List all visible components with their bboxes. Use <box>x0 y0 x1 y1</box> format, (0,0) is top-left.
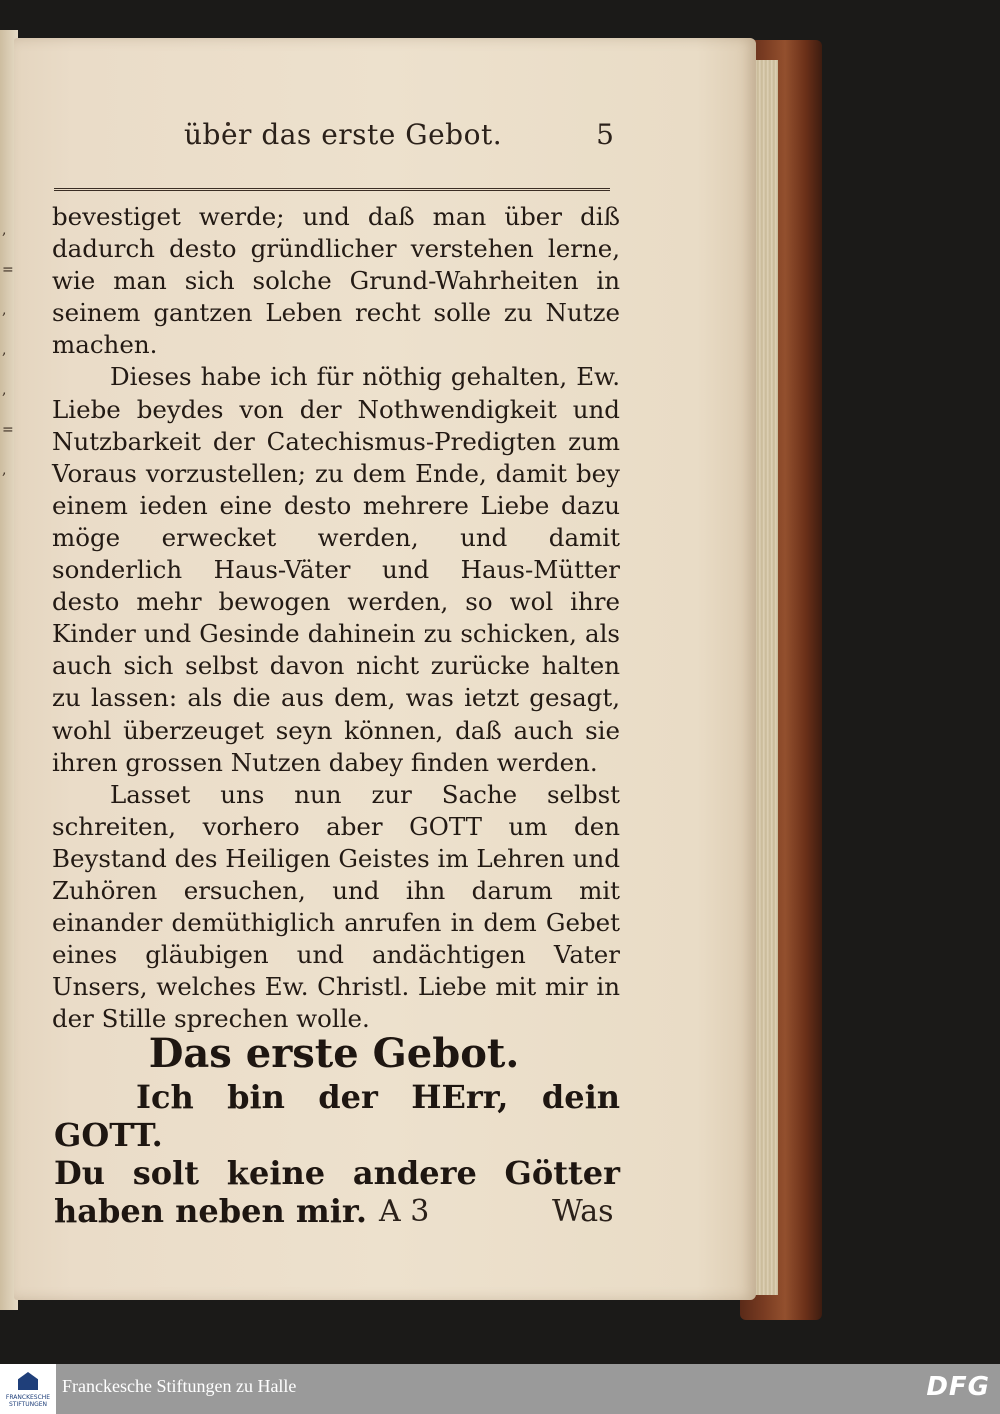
running-title: über das erste Gebot. <box>184 118 503 151</box>
page-header <box>54 118 614 158</box>
page-number: 5 <box>596 118 614 151</box>
signature-mark: A 3 <box>379 1194 430 1229</box>
commandment-text <box>54 1078 620 1230</box>
header-rule <box>54 188 610 191</box>
catchword: Was <box>552 1194 614 1229</box>
footer-bar <box>0 1364 1000 1414</box>
facing-page-marks: , = , , , = , <box>2 222 14 478</box>
body-text <box>52 201 620 1035</box>
commandment-line: Du solt keine andere Götter haben neben mir. <box>54 1154 620 1230</box>
dfg-logo[interactable]: DFG <box>926 1372 990 1402</box>
section-heading: Das erste Gebot. <box>148 1030 520 1077</box>
paragraph: bevestiget werde; und daß man über diß dadurch desto gründlicher verstehen lerne, wie man sich solche Grund-Wahrheiten in seinem gantzen Leben recht solle zu Nutze machen. <box>52 202 620 360</box>
paragraph: Lasset uns nun zur Sache selbst schreiten, vorhero aber GOTT um den Beystand des Heiligen Geistes im Lehren und Zuhören ersuchen, und ihn darum mit einander demüthiglich anrufen in dem Gebet eines gläubigen und andächtigen Vater Unsers, welches Ew. Christl. Liebe mit mir in der Stille sprechen wolle. <box>52 779 620 1034</box>
institution-logo[interactable] <box>0 1364 56 1414</box>
institution-name[interactable]: Franckesche Stiftungen zu Halle <box>62 1376 297 1396</box>
commandment-line: Ich bin der HErr, dein GOTT. <box>54 1078 620 1154</box>
paragraph: Dieses habe ich für nöthig gehalten, Ew. Liebe beydes von der Nothwendigkeit und Nutzbarkeit der Catechismus-Predigten zum Voraus vorzustellen; zu dem Ende, damit bey einem ieden eine desto mehrere Liebe dazu möge erwecket werden, und damit sonderlich Haus-Väter und Haus-Mütter desto mehr bewogen werden, so wol ihre Kinder und Gesinde dahinein zu schicken, als auch sich selbst davon nicht zurücke halten zu lassen: als die aus dem, was ietzt gesagt, wohl überzeuget seyn können, daß auch sie ihren grossen Nutzen dabey finden werden. <box>52 362 620 777</box>
book-page <box>14 38 756 1300</box>
logo-text: FRANCKESCHE STIFTUNGEN <box>5 1394 51 1408</box>
building-icon <box>18 1372 38 1390</box>
